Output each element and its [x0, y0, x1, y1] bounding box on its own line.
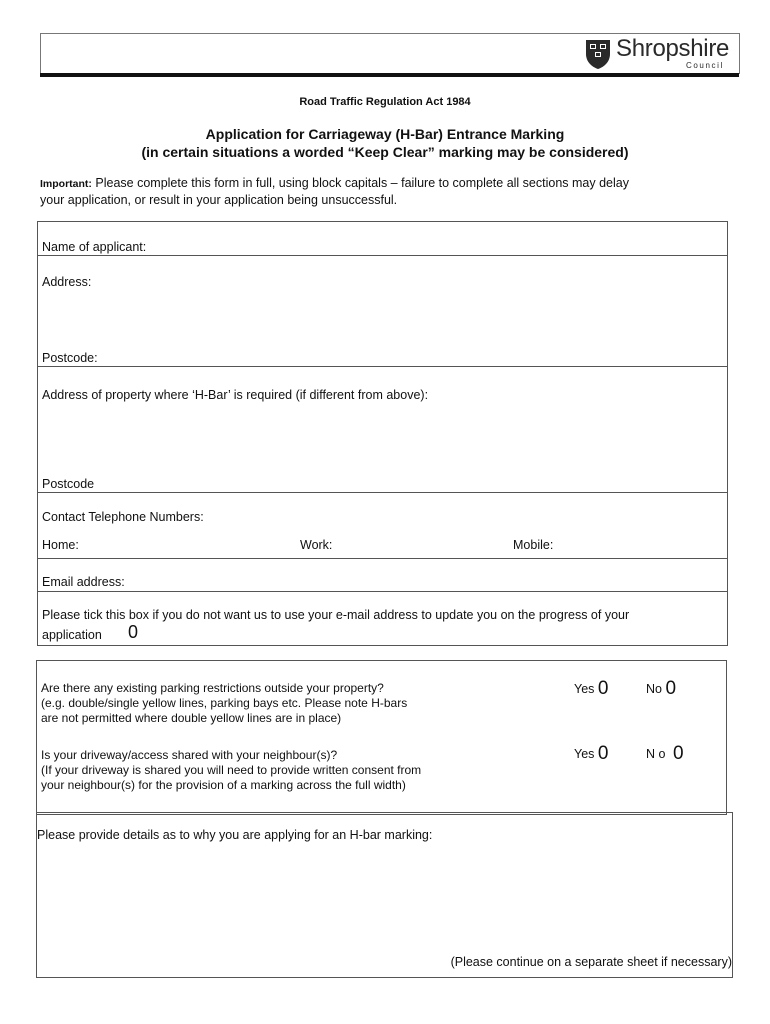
important-line1: Please complete this form in full, using block capitals – failure to complete all sections may delay: [91, 176, 629, 190]
email-optout-text: Please tick this box if you do not want us to use your e-mail address to update you on the progress of your: [42, 608, 630, 622]
divider: [38, 591, 727, 592]
question-shared-driveway: [41, 748, 421, 793]
shared-yes-option[interactable]: [574, 742, 608, 764]
question-text: Are there any existing parking restrictions outside your property?: [41, 681, 384, 695]
parking-yes-option[interactable]: [574, 677, 608, 699]
logo-wordmark: Shropshire: [616, 35, 730, 62]
no-label: N o: [646, 747, 666, 761]
act-title: Road Traffic Regulation Act 1984: [299, 96, 471, 108]
address-field[interactable]: Address:: [42, 275, 92, 289]
details-section[interactable]: [36, 812, 733, 978]
important-label: Important:: [40, 178, 92, 190]
questions-section: [36, 660, 727, 815]
divider: [38, 255, 727, 256]
question-parking-restrictions: [41, 681, 407, 726]
yes-label: Yes: [574, 682, 595, 696]
no-checkbox[interactable]: 0: [665, 678, 677, 699]
question-text: Is your driveway/access shared with your neighbour(s)?: [41, 748, 338, 762]
hbar-address-field[interactable]: Address of property where ‘H-Bar’ is required (if different from above):: [42, 388, 429, 402]
hbar-postcode-field[interactable]: Postcode: [42, 477, 95, 491]
question-text: (If your driveway is shared you will need to provide written consent from: [41, 763, 422, 777]
divider: [38, 492, 727, 493]
divider: [38, 558, 727, 559]
applicant-details-section: [37, 221, 728, 646]
parking-no-option[interactable]: [646, 677, 676, 699]
important-notice: [40, 175, 730, 208]
yes-checkbox[interactable]: 0: [597, 678, 609, 699]
work-phone-field[interactable]: Work:: [300, 538, 333, 552]
postcode-field[interactable]: Postcode:: [42, 351, 98, 365]
details-label: Please provide details as to why you are applying for an H-bar marking:: [37, 828, 433, 842]
phones-label: Contact Telephone Numbers:: [42, 510, 204, 524]
yes-label: Yes: [574, 747, 595, 761]
form-subtitle: (in certain situations a worded “Keep Clear” marking may be considered): [141, 144, 629, 160]
question-text: are not permitted where double yellow lines are in place): [41, 711, 342, 725]
no-label: No: [646, 682, 662, 696]
email-field[interactable]: Email address:: [42, 575, 125, 589]
email-optout-text-2: application: [42, 628, 102, 642]
shared-no-option[interactable]: [646, 742, 684, 764]
crest-icon: [584, 38, 612, 70]
important-line2: your application, or result in your application being unsuccessful.: [40, 193, 398, 207]
divider: [38, 366, 727, 367]
form-title: Application for Carriageway (H-Bar) Entrance Marking: [205, 126, 565, 142]
council-logo: [584, 36, 734, 74]
home-phone-field[interactable]: Home:: [42, 538, 79, 552]
logo-subtitle: Council: [686, 61, 724, 70]
question-text: (e.g. double/single yellow lines, parking bays etc. Please note H-bars: [41, 696, 408, 710]
yes-checkbox[interactable]: 0: [597, 743, 609, 764]
applicant-name-field[interactable]: Name of applicant:: [42, 240, 147, 254]
question-text: your neighbour(s) for the provision of a marking across the full width): [41, 778, 406, 792]
email-optout-checkbox[interactable]: 0: [128, 622, 139, 642]
mobile-phone-field[interactable]: Mobile:: [513, 538, 554, 552]
continue-note: (Please continue on a separate sheet if necessary): [450, 955, 732, 969]
no-checkbox[interactable]: 0: [672, 743, 684, 764]
